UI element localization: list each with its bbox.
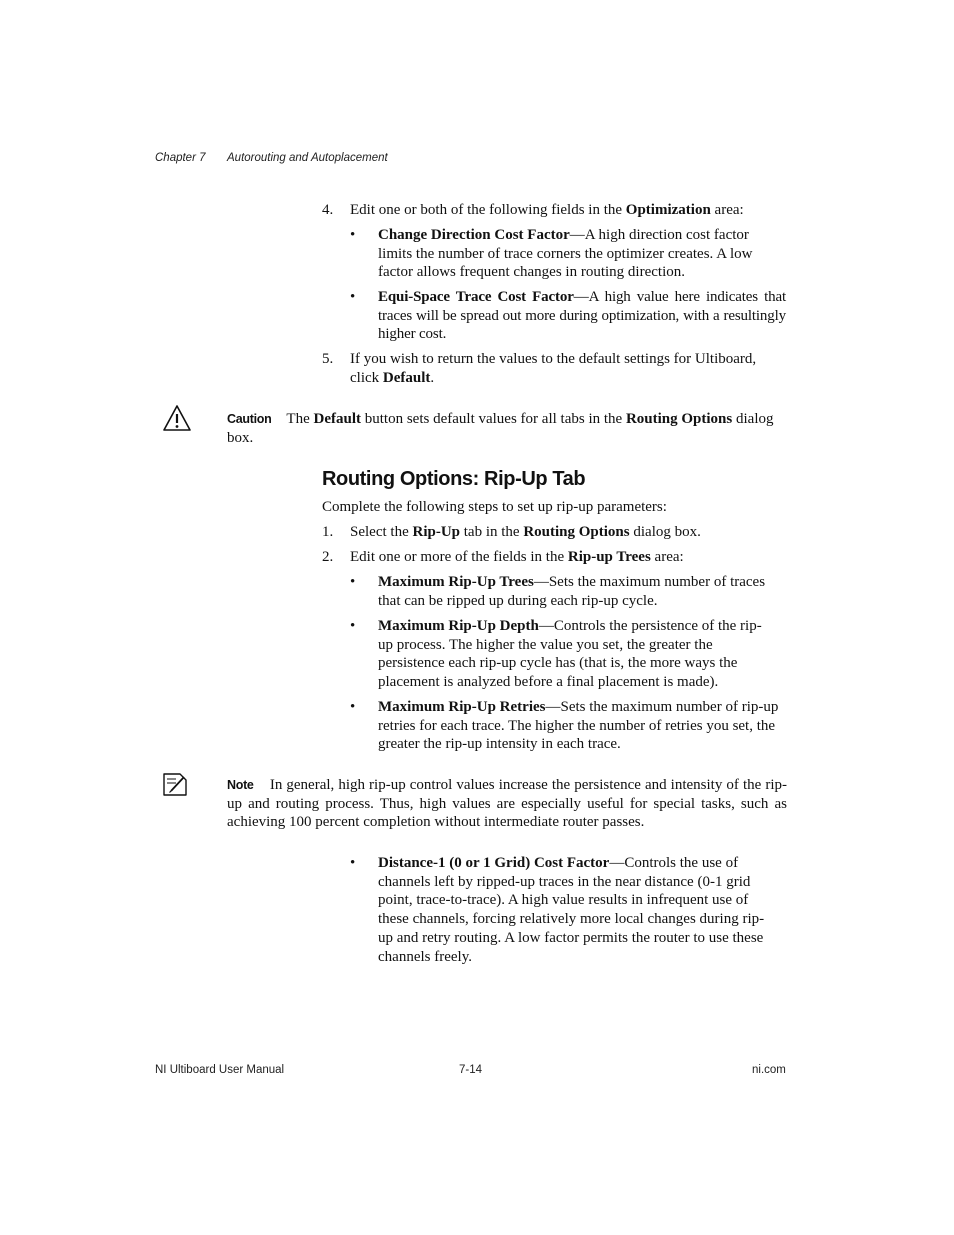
step-text-bold: Default [382,369,431,386]
step-text-bold: Optimization [625,202,711,218]
list-item [378,698,786,754]
footer-page-number: 7-14 [459,1064,483,1076]
step-number: 2. [322,549,334,565]
list-item-desc: —Controls the persistence of the rip-up process. The higher the value you set, the greater the persistence each rip-up cycle has (that is, the more ways the placement is analyzed before a final placement is made). [378,618,762,691]
step-text-part: area: [650,549,684,565]
header-section: Autorouting and Autoplacement [227,152,388,164]
step-text-part: tab in the [460,524,524,540]
step-text-bold: Rip-up Trees [567,549,651,565]
section-intro: Complete the following steps to set up rip-up parameters: [322,499,667,515]
caution-bold: Default [313,411,361,427]
step-text-part: Select the [350,524,413,540]
step-text-part: Edit one or more of the fields in the [350,549,568,565]
step-number: 1. [322,524,334,540]
note-label: Note [227,778,254,792]
list-item-desc: —A high direction cost factor limits the number of trace corners the optimizer creates. A low factor allows frequent changes in routing direction. [378,227,753,281]
list-item [378,854,770,966]
note-text [227,776,787,832]
bullet-glyph: • [350,699,356,715]
list-item [378,617,768,692]
caution-text [227,410,787,447]
bullet-glyph: • [350,574,356,590]
list-item [378,288,786,344]
bullet-glyph: • [350,227,356,243]
step-text [350,350,780,387]
note-body: In general, high rip-up control values increase the persistence and intensity of the rip-up and routing process. Thus, high values are especially useful for special tasks, such as achieving 100 percent completion without intermediate router passes. [227,777,787,831]
step-number: 5. [322,351,334,367]
step-text-part: . [430,369,435,386]
footer-manual-title: NI Ultiboard User Manual [155,1064,285,1076]
header-chapter: Chapter 7 [155,152,206,164]
list-item-desc: —Sets the maximum number of traces that can be ripped up during each rip-up cycle. [378,574,766,609]
list-item-term: Maximum Rip-Up Trees [378,574,534,590]
step-text [350,201,786,220]
list-item-desc: —Controls the use of channels left by ripped-up traces in the near distance (0-1 grid point, trace-to-trace). A high value results in infrequent use of these channels, forcing relatively more local changes during rip-up and retry routing. A low factor permits the router to use these channels freely. [378,855,765,965]
list-item-term: Maximum Rip-Up Depth [378,618,539,634]
step-text-bold: Rip-Up [412,524,460,540]
step-text-part: Edit one or both of the following fields in the [350,202,626,218]
section-heading: Routing Options: Rip-Up Tab [322,468,586,490]
bullet-glyph: • [350,855,356,871]
caution-part: The [286,411,314,427]
step-text [350,548,786,567]
list-item-term: Equi-Space Trace Cost Factor [378,289,574,305]
bullet-glyph: • [350,618,356,634]
step-text-part: If you wish to return the values to the default settings for Ultiboard, click [350,351,757,386]
list-item [378,226,786,282]
bullet-glyph: • [350,289,356,305]
footer-site-link[interactable]: ni.com [752,1064,786,1076]
list-item-term: Maximum Rip-Up Retries [378,699,546,715]
list-item [378,573,786,610]
caution-part: dialog box. [227,411,774,446]
list-item-term: Distance-1 (0 or 1 Grid) Cost Factor [378,855,610,871]
caution-bold: Routing Options [625,411,733,427]
step-text-bold: Routing Options [523,524,630,540]
note-pad-icon [162,771,188,797]
list-item-term: Change Direction Cost Factor [378,227,570,243]
list-item-desc: —A high value here indicates that traces will be spread out more during optimization, with a resultingly higher cost. [378,289,786,343]
caution-label: Caution [227,412,272,426]
step-number: 4. [322,202,334,218]
caution-triangle-icon [162,404,192,432]
step-text-part: area: [710,202,744,218]
step-text-part: dialog box. [629,524,701,540]
caution-part: button sets default values for all tabs in the [361,411,626,427]
step-text [350,523,786,542]
list-item-desc: —Sets the maximum number of rip-up retries for each trace. The higher the number of retries you set, the greater the rip-up intensity in each trace. [378,699,779,753]
